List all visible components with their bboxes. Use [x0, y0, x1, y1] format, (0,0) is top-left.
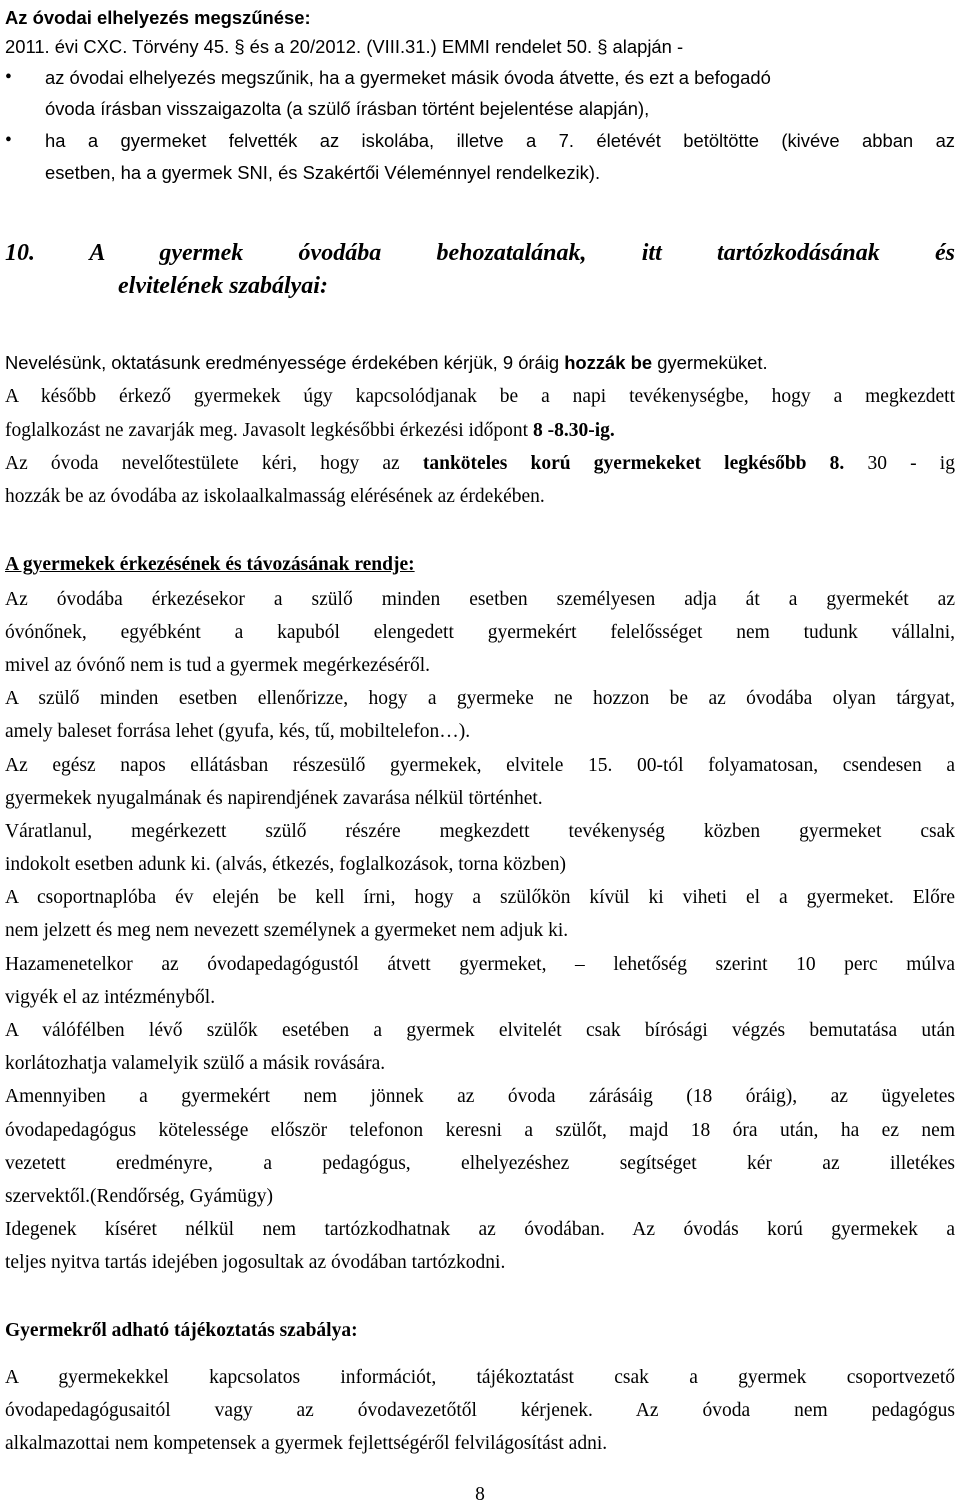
paragraph-line: Hazamenetelkor az óvodapedagógustól átvett gyermeket, – lehetőség szerint 10 perc múlva [5, 954, 955, 975]
emphasis: 8 -8.30-ig. [532, 420, 615, 441]
paragraph-line: szervektől.(Rendőrség, Gyámügy) [5, 1186, 274, 1207]
paragraph-line: óvodapedagógusaitól vagy az óvodavezetőtől kérjenek. Az óvoda nem pedagógus [5, 1400, 955, 1421]
bullet-icon: • [5, 130, 12, 151]
paragraph-line: gyermekek nyugalmának és napirendjének zavarása nélkül történhet. [5, 788, 543, 809]
paragraph-line: teljes nyitva tartás idejében jogosultak az óvodában tartózkodni. [5, 1252, 506, 1273]
bullet-icon: • [5, 67, 12, 88]
page-number: 8 [475, 1484, 485, 1505]
section-heading-tajekoztatas: Gyermekről adható tájékoztatás szabálya: [5, 1320, 358, 1341]
bullet-1-line-2: óvoda írásban visszaigazolta (a szülő írásban történt bejelentése alapján), [45, 98, 650, 119]
paragraph-line: nem jelzett és meg nem nevezett személynek a gyermeket nem adjuk ki. [5, 920, 569, 941]
emphasis: tanköteles korú gyermekeket legkésőbb 8. [422, 453, 845, 474]
paragraph-line: A szülő minden esetben ellenőrizze, hogy a gyermeke ne hozzon be az óvodába olyan tárgyat, [5, 688, 955, 709]
bullet-2-line-1: ha a gyermeket felvették az iskolába, illetve a 7. életévét betöltötte (kivéve abban az [45, 130, 955, 151]
section-title-elhelyezes: Az óvodai elhelyezés megszűnése: [5, 7, 311, 28]
section-10-heading-line-2: elvitelének szabályai: [118, 273, 328, 299]
paragraph-line: alkalmazottai nem kompetensek a gyermek fejlettségéről felvilágosítást adni. [5, 1433, 608, 1454]
paragraph-line: Az egész napos ellátásban részesülő gyermekek, elvitele 15. 00-tól folyamatosan, csendesen a [5, 755, 955, 776]
bullet-1-line-1: az óvodai elhelyezés megszűnik, ha a gyermeket másik óvoda átvette, és ezt a befogadó [45, 67, 771, 88]
paragraph-line: Váratlanul, megérkezett szülő részére megkezdett tevékenység közben gyermeket csak [5, 821, 955, 842]
paragraph-line: vigyék el az intézményből. [5, 987, 216, 1008]
bullet-2-line-2: esetben, ha a gyermek SNI, és Szakértői Véleménnyel rendelkezik). [45, 162, 601, 183]
paragraph-line: Az óvodába érkezésekor a szülő minden esetben személyesen adja át a gyermekét az [5, 589, 955, 610]
paragraph-line: amely baleset forrása lehet (gyufa, kés, tű, mobiltelefon…). [5, 721, 471, 742]
section-10-heading-line-1: 10. A gyermek óvodába behozatalának, itt tartózkodásának és [5, 240, 955, 266]
paragraph-line: hozzák be az óvodába az iskolaalkalmasság elérésének az érdekében. [5, 486, 545, 507]
emphasis: hozzák be [564, 352, 653, 373]
paragraph-line: vezetett eredményre, a pedagógus, elhelyezéshez segítséget kér az illetékes [5, 1153, 955, 1174]
paragraph-line: foglalkozást ne zavarják meg. Javasolt legkésőbbi érkezési időpont 8 -8.30-ig. [5, 420, 615, 441]
paragraph-line: Idegenek kíséret nélkül nem tartózkodhatnak az óvodában. Az óvodás korú gyermekek a [5, 1219, 955, 1240]
paragraph-line: óvodapedagógus kötelessége először telefonon keresni a szülőt, majd 18 óra után, ha ez nem [5, 1120, 955, 1141]
paragraph-line: Az óvoda nevelőtestülete kéri, hogy az tanköteles korú gyermekeket legkésőbb 8. 30 - ig [5, 453, 955, 474]
paragraph-line: korlátozhatja valamelyik szülő a másik rovására. [5, 1053, 386, 1074]
law-reference-line: 2011. évi CXC. Törvény 45. § és a 20/2012. (VIII.31.) EMMI rendelet 50. § alapján - [5, 36, 684, 57]
paragraph-line: mivel az óvónő nem is tud a gyermek megérkezéséről. [5, 655, 431, 676]
paragraph-line: indokolt esetben adunk ki. (alvás, étkezés, foglalkozások, torna közben) [5, 854, 566, 875]
paragraph-line: A később érkező gyermekek úgy kapcsolódjanak be a napi tevékenységbe, hogy a megkezdett [5, 386, 955, 407]
paragraph-line: A csoportnaplóba év elején be kell írni, hogy a szülőkön kívül ki viheti el a gyermeket. Előre [5, 887, 955, 908]
paragraph-line: A gyermekekkel kapcsolatos információt, tájékoztatást csak a gyermek csoportvezető [5, 1367, 955, 1388]
paragraph-line: óvónőnek, egyébként a kapuból elengedett gyermekért felelősséget nem tudunk vállalni, [5, 622, 955, 643]
paragraph-line: Amennyiben a gyermekért nem jönnek az óvoda zárásáig (18 óráig), az ügyeletes [5, 1086, 955, 1107]
section-heading-erkezes: A gyermekek érkezésének és távozásának rendje: [5, 554, 415, 575]
paragraph-line: A válófélben lévő szülők esetében a gyermek elvitelét csak bírósági végzés bemutatása után [5, 1020, 955, 1041]
paragraph-line: Nevelésünk, oktatásunk eredményessége érdekében kérjük, 9 óráig hozzák be gyermeküket. [5, 352, 768, 373]
